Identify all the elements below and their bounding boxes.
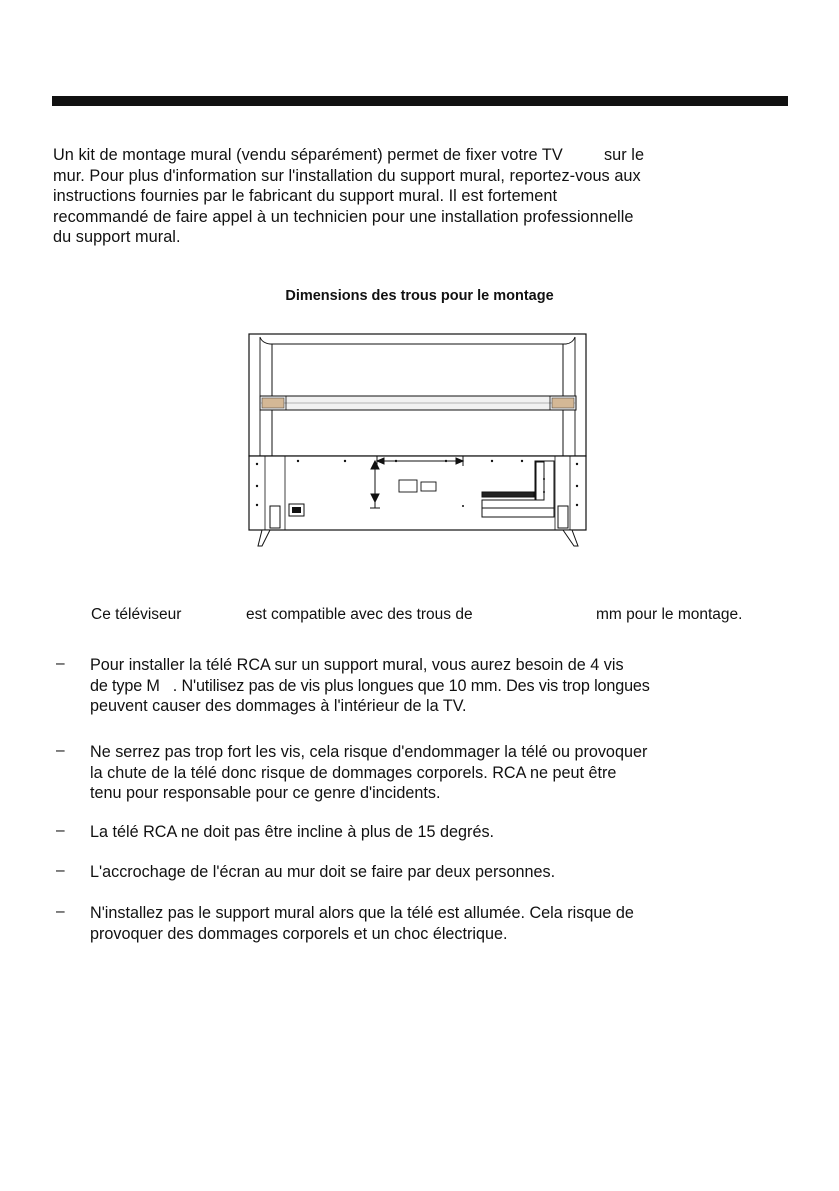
bullet-line: provoquer des dommages corporels et un choc électrique. [90, 924, 508, 943]
bullet-line: peuvent causer des dommages à l'intérieur de la TV. [90, 697, 467, 715]
intro-line: du support mural. [53, 228, 181, 247]
bullet-line: La télé RCA ne doit pas être incline à plus de 15 degrés. [90, 823, 495, 841]
bullet-dash: – [56, 655, 65, 672]
intro-line: instructions fournies par le fabricant du support mural. Il est fortement [53, 187, 558, 206]
tv-stand-legs [258, 530, 578, 546]
bullet-line: tenu pour responsable pour ce genre d'incidents. [90, 784, 441, 802]
bullet-line: Pour installer la télé RCA sur un support mural, vous aurez besoin de 4 vis [90, 656, 624, 674]
bullet-dash: – [56, 862, 65, 879]
bullet-dash: – [56, 903, 65, 920]
compatibility-part1: Ce téléviseur [91, 606, 182, 623]
bullet-dash: – [56, 822, 65, 839]
tv-back-diagram [238, 330, 598, 550]
bullet-line: L'accrochage de l'écran au mur doit se faire par deux personnes. [90, 863, 556, 881]
compatibility-part3: mm pour le montage. [596, 606, 743, 623]
bullet-line: Ne serrez pas trop fort les vis, cela risque d'endommager la télé ou provoquer [90, 743, 648, 761]
intro-paragraph [53, 145, 773, 248]
diagram-title: Dimensions des trous pour le montage [285, 288, 554, 304]
intro-line: mur. Pour plus d'information sur l'installation du support mural, reportez-vous aux [53, 166, 641, 185]
bullet-line: N'installez pas le support mural alors que la télé est allumée. Cela risque de [90, 904, 634, 922]
compatibility-part2: est compatible avec des trous de [246, 606, 473, 623]
intro-line: Un kit de montage mural (vendu séparément) permet de fixer votre TV sur le [53, 146, 645, 164]
header-rule [52, 96, 788, 106]
bullet-line: la chute de la télé donc risque de dommages corporels. RCA ne peut être [90, 763, 617, 782]
bullet-dash: – [56, 742, 65, 759]
bullet-line: de type M . N'utilisez pas de vis plus longues que 10 mm. Des vis trop longues [90, 676, 650, 695]
intro-line: recommandé de faire appel à un technicien pour une installation professionnelle [53, 207, 634, 226]
tv-outer-frame [249, 334, 586, 456]
